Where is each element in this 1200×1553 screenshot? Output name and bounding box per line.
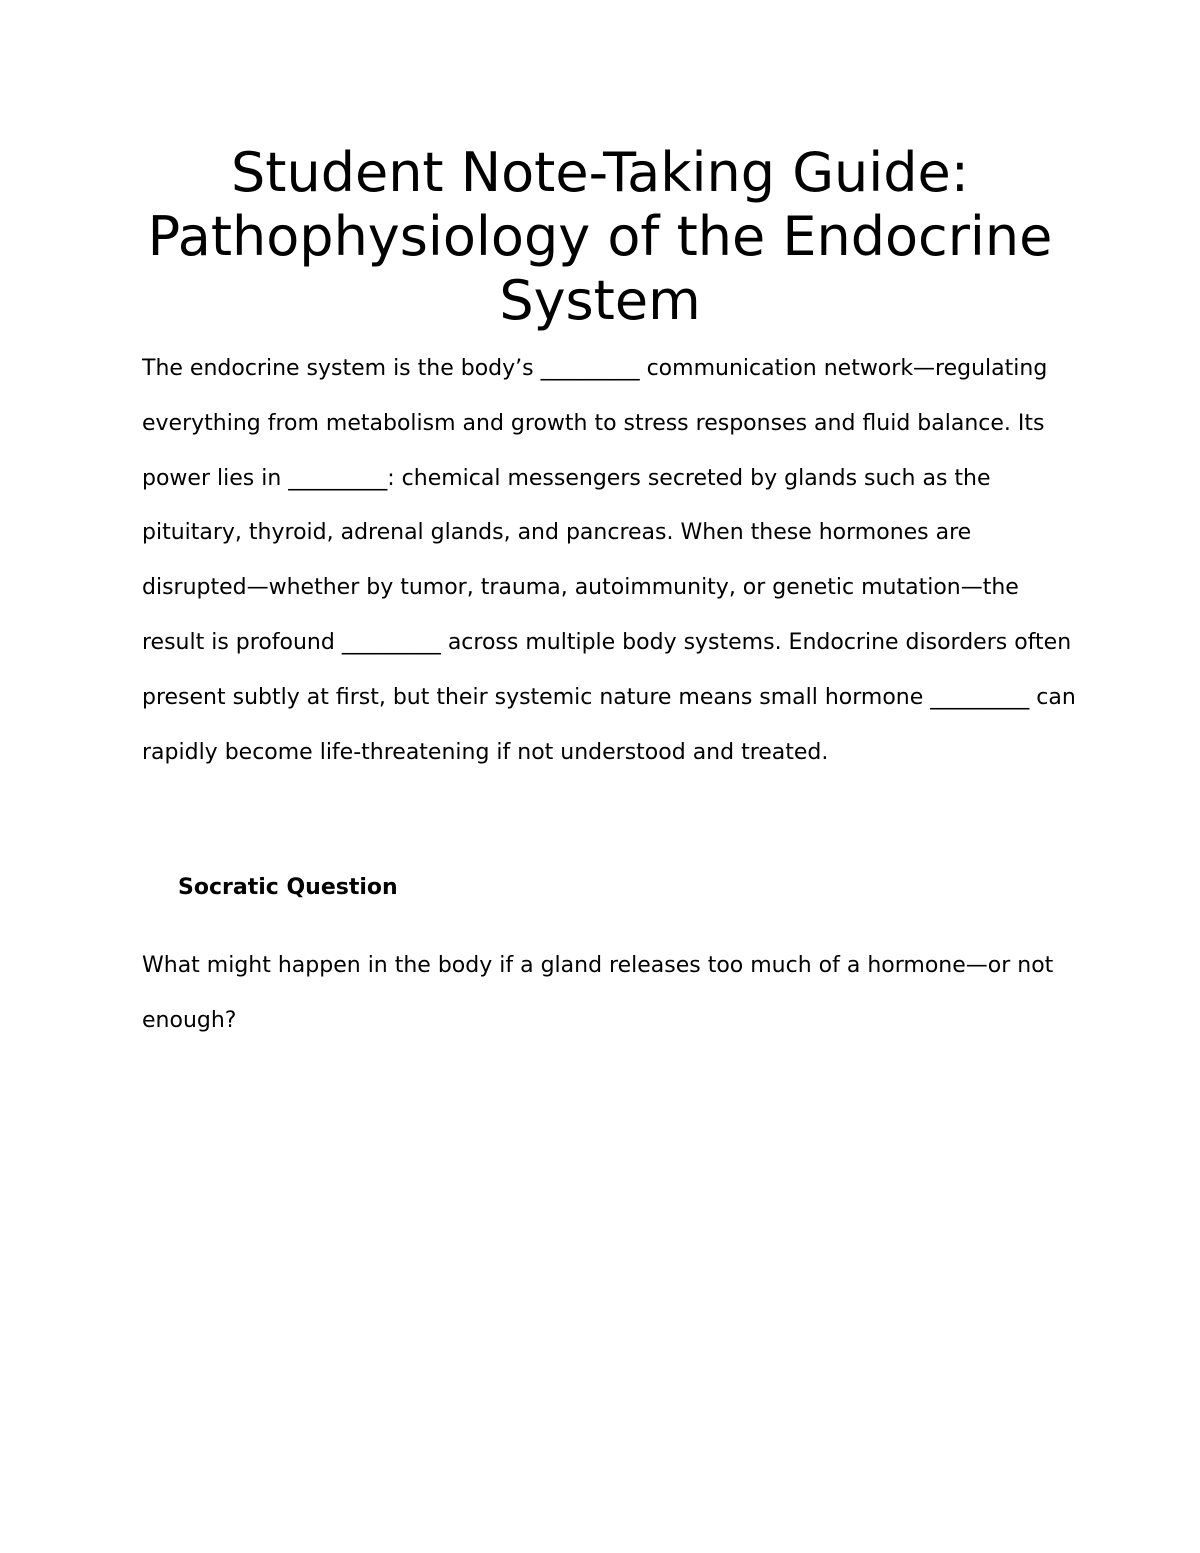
page-title: Student Note-Taking Guide: Pathophysiology of the Endocrine System: [147, 141, 1053, 332]
socratic-question-text: What might happen in the body if a gland releases too much of a hormone—or not enough?: [142, 953, 1054, 1033]
intro-paragraph: The endocrine system is the body’s _________ communication network—regulating everything from metabolism and growth to stress responses and fluid balance. Its power lies in _________: chemical messengers secreted by glands such as the pituitary, thyroid, adrenal glands, and pancreas. When these hormones are disrupted—whether by tumor, trauma, autoimmunity, or genetic mutation—the result is profound _________ across multiple body systems. Endocrine disorders often present subtly at first, but their systemic nature means small hormone _________ can rapidly become life-threatening if not understood and treated.: [142, 356, 1076, 765]
socratic-question-heading: Socratic Question: [178, 875, 398, 900]
